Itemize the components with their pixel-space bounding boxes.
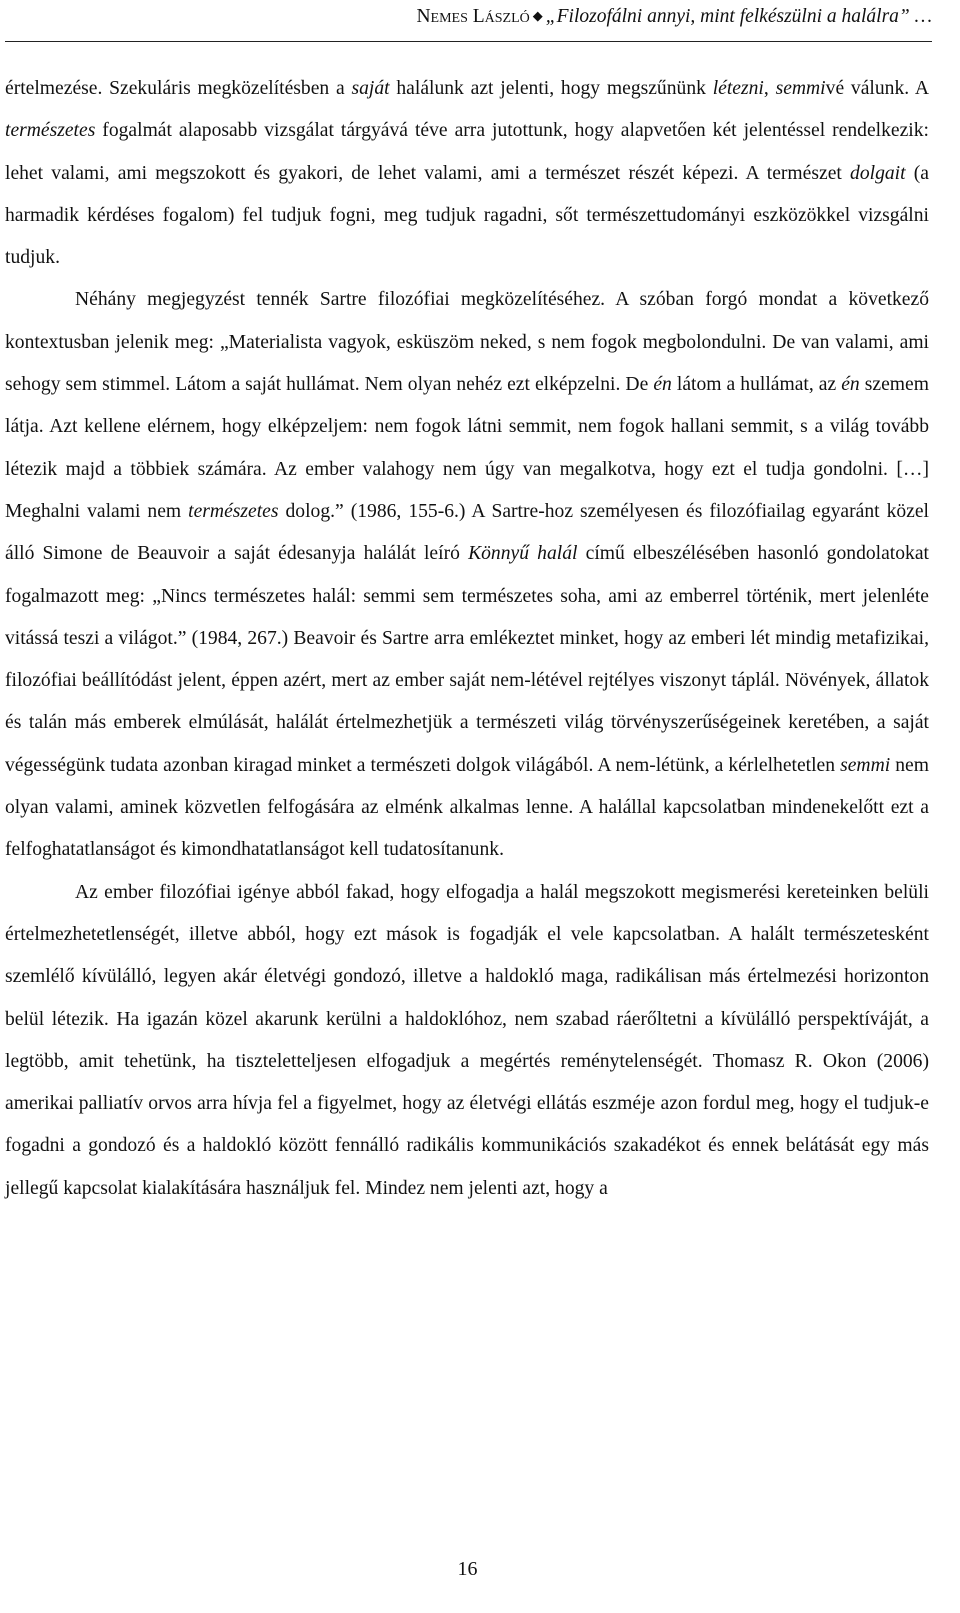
- text-run: Néhány megjegyzést tennék Sartre filozófiai megközelítéséhez. A szóban forgó mondat a következő kontextusban jelenik meg: „Materialista vagyok, esküszöm neked, s nem fogok megbolondulni. De van valami, ami sehogy sem stimmel. Látom a saját hullámat. Nem olyan nehéz ezt elképzelni. De: [5, 289, 929, 396]
- italic-run: én: [841, 374, 860, 396]
- italic-run: saját: [351, 78, 390, 99]
- italic-run: Könnyű halál: [468, 543, 578, 565]
- text-run: ,: [763, 78, 776, 99]
- text-run: fogalmát alaposabb vizsgálat tárgyává téve arra jutottunk, hogy alapvetően két jelentéssel rendelkezik: lehet valami, ami megszokott és gyakori, de lehet valami, ami a természet részét képezi. A természet: [5, 120, 929, 184]
- italic-run: én: [653, 374, 672, 396]
- italic-run: dolgait: [850, 162, 906, 184]
- italic-run: természetes: [5, 120, 96, 142]
- paragraph-1: [5, 68, 929, 279]
- italic-run: semmi: [840, 754, 891, 776]
- header-rule: [5, 41, 932, 42]
- text-run: dolog.” (1986, 155-6.) A Sartre-hoz személyesen és filozófiailag egyaránt közel álló Simone de Beauvoir a saját édesanyja halálát leíró: [5, 500, 929, 565]
- italic-run: természetes: [188, 500, 279, 522]
- text-run: vé válunk. A: [825, 78, 930, 99]
- text-run: látom a hullámat, az: [671, 374, 842, 396]
- paragraph-3: [5, 872, 929, 1210]
- text-run: című elbeszélésében hasonló gondolatokat fogalmazott meg: „Nincs természetes halál: semmi sem természetes soha, ami az emberrel történik, mert jelenléte vitássá teszi a világot.” (1984, 267.) Beavoir és Sartre arra emlékeztet minket, hogy az emberi lét mindig metafizikai, filozófiai beállítódást jelent, éppen azért, mert az ember saját nem-létével rejtélyes viszonyt táplál. Növények, állatok és talán más emberek elmúlását, halálát értelmezhetjük a természeti világ törvényszerűségeinek keretében, a saját végességünk tudata azonban kiragad minket a természeti dolgok világából. A nem-létünk, a kérlelhetetlen: [5, 543, 929, 776]
- header-author: Nemes László: [416, 6, 530, 27]
- text-run: nem olyan valami, aminek közvetlen felfogására az elménk alkalmas lenne. A halállal kapcsolatban mindenekelőtt ezt a felfoghatatlanságot és kimondhatatlanságot kell tudatosítanunk.: [5, 754, 929, 861]
- italic-run: létezni: [712, 78, 764, 99]
- text-run: szemem látja. Azt kellene elérnem, hogy elképzeljem: nem fogok látni semmit, nem fogok hallani semmit, s a világ tovább létezik majd a többiek számára. Az ember valahogy nem úgy van megalkotva, hogy ezt el tudja gondolni. […] Meghalni valami nem: [5, 374, 929, 522]
- page-body: [5, 68, 929, 1210]
- text-run: (a harmadik kérdéses fogalom) fel tudjuk fogni, meg tudjuk ragadni, sőt természettudományi eszközökkel vizsgálni tudjuk.: [5, 162, 930, 269]
- text-run: Az ember filozófiai igénye abból fakad, hogy elfogadja a halál megszokott megismerési kereteinken belüli értelmezhetetlenségét, illetve abból, hogy ezt mások is fogadják el vele kapcsolatban. A halált természetesként szemlélő kívülálló, legyen akár életvégi gondozó, illetve a haldokló maga, radikálisan más értelmezési horizonton belül létezik. Ha igazán közel akarunk kerülni a haldoklóhoz, nem szabad ráerőltetni a kívülálló perspektíváját, a legtöbb, amit tehetünk, ha tiszteletteljesen elfogadjuk a megértés reménytelenségét. Thomasz R. Okon (2006) amerikai palliatív orvos arra hívja fel a figyelmet, hogy az életvégi ellátás eszméje azon fordul meg, hogy el tudjuk-e fogadni a gondozó és a haldokló között fennálló radikális kommunikációs szakadékot és ennek belátását egy más jellegű kapcsolat kialakítására használjuk fel. Mindez nem jelenti azt, hogy a: [5, 881, 929, 1199]
- paragraph-2: [5, 279, 929, 871]
- text-run: értelmezése. Szekuláris megközelítésben a: [5, 78, 352, 99]
- text-run: halálunk azt jelenti, hogy megszűnünk: [389, 78, 713, 99]
- page-number: 16: [457, 1558, 478, 1580]
- running-header: [0, 4, 932, 31]
- italic-run: semmi: [775, 78, 826, 99]
- header-title: „Filozofálni annyi, mint felkészülni a halálra” …: [545, 6, 932, 27]
- diamond-separator-icon: ◆: [532, 8, 543, 23]
